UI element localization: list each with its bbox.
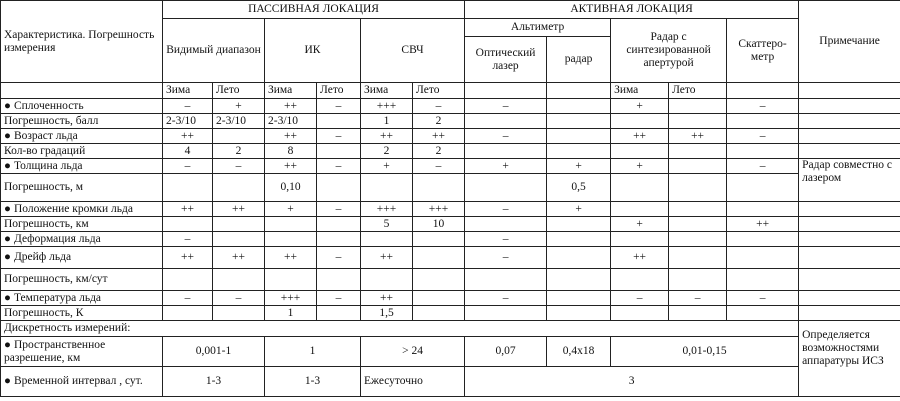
season-summer: Лето (413, 83, 465, 99)
season-winter: Зима (361, 83, 413, 99)
table-cell: + (547, 159, 611, 174)
table-cell: 4 (163, 144, 213, 159)
table-cell (611, 306, 669, 321)
table-cell (213, 217, 265, 232)
table-cell (547, 114, 611, 129)
table-cell: 1,5 (361, 306, 413, 321)
spatial-radar: 0,4x18 (547, 337, 611, 367)
table-cell: ++ (213, 202, 265, 217)
table-cell: – (611, 291, 669, 306)
table-cell: 1 (265, 306, 317, 321)
row-label: Погрешность, балл (1, 114, 163, 129)
table-cell: ++ (361, 291, 413, 306)
bullet-icon: ● (4, 375, 11, 387)
temporal-visible: 1-3 (163, 367, 265, 397)
row-label: Погрешность, км (1, 217, 163, 232)
note-cell (799, 144, 900, 159)
table-cell (465, 144, 547, 159)
table-cell: ++ (163, 247, 213, 269)
table-cell: – (727, 99, 799, 114)
table-cell (669, 202, 727, 217)
table-row (1, 99, 900, 114)
table-cell: – (413, 99, 465, 114)
table-cell: – (317, 247, 361, 269)
note-cell (799, 202, 900, 217)
row-label: ● Пространственное разрешение, км (1, 337, 163, 367)
table-cell: – (413, 159, 465, 174)
table-cell (317, 144, 361, 159)
row-label: Погрешность, м (1, 174, 163, 202)
note-cell (799, 247, 900, 269)
table-cell: – (317, 291, 361, 306)
table-cell (669, 99, 727, 114)
table-cell: 0,5 (547, 174, 611, 202)
season-winter: Зима (163, 83, 213, 99)
table-cell (163, 217, 213, 232)
table-cell (547, 232, 611, 247)
table-cell: ++ (265, 159, 317, 174)
temporal-ir: 1-3 (265, 367, 361, 397)
header-active-location: АКТИВНАЯ ЛОКАЦИЯ (465, 1, 799, 19)
table-cell: – (727, 291, 799, 306)
table-cell (361, 232, 413, 247)
table-cell (265, 232, 317, 247)
table-cell (547, 291, 611, 306)
bullet-icon: ● (4, 99, 11, 112)
table-cell (465, 217, 547, 232)
table-cell: – (669, 291, 727, 306)
table-cell (547, 247, 611, 269)
table-cell: + (611, 217, 669, 232)
table-cell (669, 269, 727, 291)
table-cell: ++ (361, 129, 413, 144)
table-cell: 2-3/10 (265, 114, 317, 129)
table-cell (727, 269, 799, 291)
row-label: ● Деформация льда (1, 232, 163, 247)
spatial-sar: 0,01-0,15 (611, 337, 799, 367)
table-cell: ++ (669, 129, 727, 144)
table-cell (611, 174, 669, 202)
header-visible-range: Видимый диапазон (163, 19, 265, 83)
table-cell: – (213, 159, 265, 174)
table-cell (727, 174, 799, 202)
header-microwave: СВЧ (361, 19, 465, 83)
bullet-icon: ● (4, 232, 11, 245)
table-cell: – (465, 232, 547, 247)
table-cell: – (465, 247, 547, 269)
note-cell (799, 217, 900, 232)
bullet-icon: ● (4, 202, 11, 215)
table-cell: + (611, 99, 669, 114)
table-cell: + (547, 202, 611, 217)
header-note: Примечание (799, 1, 900, 83)
season-summer: Лето (317, 83, 361, 99)
note-cell (799, 99, 900, 114)
table-row (1, 144, 900, 159)
table-row (1, 159, 900, 174)
table-cell (727, 144, 799, 159)
table-cell (611, 144, 669, 159)
spatial-ir: 1 (265, 337, 361, 367)
table-cell: – (465, 291, 547, 306)
note-cell (799, 129, 900, 144)
table-cell: – (163, 159, 213, 174)
table-cell: – (727, 159, 799, 174)
table-cell (547, 306, 611, 321)
table-cell: – (163, 232, 213, 247)
data-rows (1, 99, 900, 321)
table-cell: – (465, 129, 547, 144)
season-winter: Зима (265, 83, 317, 99)
table-cell: – (317, 159, 361, 174)
table-cell (413, 174, 465, 202)
table-row (1, 114, 900, 129)
row-label: ● Сплоченность (1, 99, 163, 114)
table-row (1, 217, 900, 232)
table-cell: – (317, 202, 361, 217)
table-cell (669, 232, 727, 247)
temporal-microwave: Ежесуточно (361, 367, 465, 397)
table-cell (547, 144, 611, 159)
table-cell: ++ (265, 129, 317, 144)
table-cell: +++ (413, 202, 465, 217)
table-row (1, 269, 900, 291)
table-cell: 2-3/10 (163, 114, 213, 129)
row-label: ● Возраст льда (1, 129, 163, 144)
table-cell: +++ (361, 99, 413, 114)
table-cell: – (163, 291, 213, 306)
table-cell: ++ (265, 247, 317, 269)
table-cell: + (465, 159, 547, 174)
table-cell (727, 247, 799, 269)
table-cell (213, 232, 265, 247)
table-cell: – (465, 202, 547, 217)
table-cell (465, 306, 547, 321)
note-thickness: Радар совместно с лазером (799, 159, 900, 202)
table-row (1, 202, 900, 217)
table-cell: – (163, 99, 213, 114)
table-cell: ++ (163, 202, 213, 217)
table-cell: 5 (361, 217, 413, 232)
table-cell: 8 (265, 144, 317, 159)
bullet-icon: ● (4, 129, 11, 142)
table-cell: ++ (213, 247, 265, 269)
row-label: ● Толщина льда (1, 159, 163, 174)
spatial-microwave: > 24 (361, 337, 465, 367)
table-cell (413, 291, 465, 306)
row-label: Погрешность, км/сут (1, 269, 163, 291)
table-cell: 10 (413, 217, 465, 232)
table-cell (669, 247, 727, 269)
table-cell (611, 269, 669, 291)
table-cell (317, 114, 361, 129)
header-characteristic: Характеристика. Погрешность измерения (1, 1, 163, 83)
table-cell (163, 174, 213, 202)
table-cell: ++ (361, 247, 413, 269)
row-label: ● Дрейф льда (1, 247, 163, 269)
row-label: Погрешность, К (1, 306, 163, 321)
table-row (1, 174, 900, 202)
table-cell (317, 217, 361, 232)
table-cell (669, 114, 727, 129)
table-cell: 2 (413, 114, 465, 129)
table-cell: 2-3/10 (213, 114, 265, 129)
table-cell: – (317, 129, 361, 144)
season-summer: Лето (669, 83, 727, 99)
table-cell: – (727, 129, 799, 144)
table-row (1, 291, 900, 306)
table-cell: – (213, 291, 265, 306)
table-cell (163, 306, 213, 321)
table-cell (265, 269, 317, 291)
season-summer: Лето (213, 83, 265, 99)
table-cell (361, 269, 413, 291)
row-label: ● Положение кромки льда (1, 202, 163, 217)
table-cell (213, 306, 265, 321)
table-cell (727, 232, 799, 247)
table-cell (413, 306, 465, 321)
table-cell (727, 306, 799, 321)
table-cell (611, 202, 669, 217)
table-cell (413, 232, 465, 247)
table-cell (413, 269, 465, 291)
table-cell: ++ (163, 129, 213, 144)
table-cell: 2 (413, 144, 465, 159)
table-cell: + (361, 159, 413, 174)
note-cell (799, 114, 900, 129)
table-cell (727, 114, 799, 129)
table-cell (669, 217, 727, 232)
table-cell (213, 174, 265, 202)
table-cell: ++ (611, 247, 669, 269)
table-cell (669, 174, 727, 202)
row-label: ● Временной интервал , сут. (1, 367, 163, 397)
table-cell (317, 306, 361, 321)
table-cell: 2 (213, 144, 265, 159)
bullet-icon: ● (4, 159, 11, 172)
table-cell (547, 99, 611, 114)
table-cell (669, 144, 727, 159)
note-cell (799, 232, 900, 247)
table-cell: – (465, 99, 547, 114)
header-radar: радар (547, 37, 611, 83)
row-label: Кол-во градаций (1, 144, 163, 159)
table-cell: ++ (611, 129, 669, 144)
table-cell (213, 269, 265, 291)
table-row (1, 232, 900, 247)
table-cell: ++ (413, 129, 465, 144)
table-cell: + (265, 202, 317, 217)
table-cell (611, 114, 669, 129)
spatial-laser: 0,07 (465, 337, 547, 367)
note-cell (799, 269, 900, 291)
table-cell (265, 217, 317, 232)
table-cell: +++ (361, 202, 413, 217)
header-passive-location: ПАССИВНАЯ ЛОКАЦИЯ (163, 1, 465, 19)
table-cell (317, 232, 361, 247)
table-cell (611, 232, 669, 247)
table-cell: 1 (361, 114, 413, 129)
table-cell (669, 306, 727, 321)
temporal-active: 3 (465, 367, 799, 397)
header-scatterometer: Скаттеро-метр (727, 19, 799, 83)
table-cell: ++ (727, 217, 799, 232)
table-cell (413, 247, 465, 269)
table-cell (213, 129, 265, 144)
table-cell: 0,10 (265, 174, 317, 202)
table-row (1, 129, 900, 144)
table-cell (361, 174, 413, 202)
table-cell (547, 269, 611, 291)
note-cell (799, 291, 900, 306)
table-cell: 2 (361, 144, 413, 159)
row-label: ● Температура льда (1, 291, 163, 306)
table-cell: +++ (265, 291, 317, 306)
table-cell: + (611, 159, 669, 174)
header-ir: ИК (265, 19, 361, 83)
table-cell (727, 202, 799, 217)
note-discreteness: Определяется возможностями аппаратуры ИСЗ (799, 321, 900, 397)
table-cell (317, 269, 361, 291)
bullet-icon: ● (4, 291, 11, 304)
header-optical-laser: Оптический лазер (465, 37, 547, 83)
table-cell (547, 217, 611, 232)
spatial-visible: 0,001-1 (163, 337, 265, 367)
table-cell: + (213, 99, 265, 114)
table-cell (669, 159, 727, 174)
season-winter: Зима (611, 83, 669, 99)
table-cell (465, 114, 547, 129)
table-cell (465, 269, 547, 291)
table-cell (547, 129, 611, 144)
bullet-icon: ● (4, 251, 11, 263)
table-cell: ++ (265, 99, 317, 114)
note-cell (799, 306, 900, 321)
header-sar: Радар с синтезированной апертурой (611, 19, 727, 83)
table-cell (163, 269, 213, 291)
table-row (1, 247, 900, 269)
bullet-icon: ● (4, 338, 11, 351)
header-altimeter: Альтиметр (465, 19, 611, 37)
table-cell (317, 174, 361, 202)
table-row (1, 306, 900, 321)
discreteness-label: Дискретность измерений: (1, 321, 799, 337)
table-cell: – (317, 99, 361, 114)
table-cell (465, 174, 547, 202)
